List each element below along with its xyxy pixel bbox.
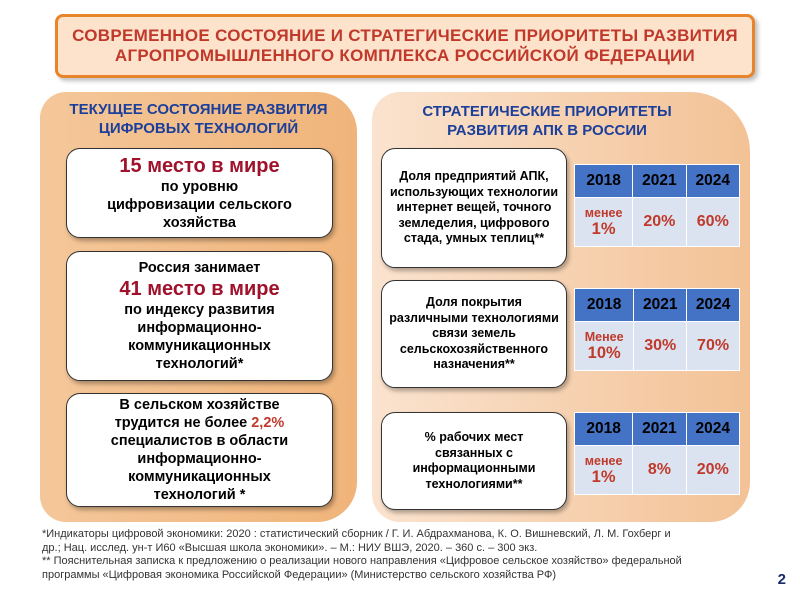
indicator-3-line-1: % рабочих мест — [424, 430, 524, 444]
indicator-3-year-2024: 2024 — [686, 413, 739, 446]
indicator-2-value-2024: 70% — [687, 322, 740, 371]
rank-41-card — [66, 251, 333, 381]
indicator-3-line-2: связанных с — [435, 445, 513, 460]
rank-15-value: 15 место в мире — [119, 155, 280, 177]
rank-41-line-0: Россия занимает — [138, 260, 261, 276]
current-state-heading-line-1: ТЕКУЩЕЕ СОСТОЯНИЕ РАЗВИТИЯ — [69, 101, 328, 118]
rank-41-line-1: по индексу развития — [124, 302, 275, 318]
slide-title-box — [55, 14, 755, 78]
indicator-3-value-2024: 20% — [686, 446, 739, 495]
indicator-2-year-2021: 2021 — [634, 289, 687, 322]
indicator-1-line-2: использующих технологии — [389, 184, 559, 199]
indicator-1-value-2018 — [575, 198, 633, 247]
rank-41-line-2: информационно- — [137, 320, 262, 336]
indicator-1-value-2018-prefix: менее — [584, 205, 623, 220]
current-state-heading — [40, 100, 357, 138]
indicator-1-value-2021: 20% — [633, 198, 686, 247]
indicator-3-value-2018 — [575, 446, 633, 495]
specialists-line-6: технологий * — [153, 487, 246, 503]
specialists-line-3: специалистов в области — [110, 433, 289, 449]
indicator-2-value-2021: 30% — [634, 322, 687, 371]
current-state-heading-line-2: ЦИФРОВЫХ ТЕХНОЛОГИЙ — [98, 120, 299, 137]
indicator-card-enterprises — [381, 148, 567, 268]
indicator-2-line-3: связи земель — [432, 326, 516, 341]
footnotes — [42, 528, 762, 582]
slide-title-line-2: АГРОПРОМЫШЛЕННОГО КОМПЛЕКСА РОССИЙСКОЙ ФЕДЕРАЦИИ — [114, 46, 696, 65]
indicator-1-year-2024: 2024 — [686, 165, 739, 198]
indicator-2-line-5: назначения** — [433, 357, 515, 372]
indicator-2-table — [574, 288, 740, 371]
specialists-line-2 — [115, 414, 285, 432]
indicator-1-line-1: Доля предприятий АПК, — [399, 169, 549, 184]
indicator-1-table — [574, 164, 740, 247]
rank-15-line-1: по уровню — [160, 179, 239, 195]
specialists-percent: 2,2% — [251, 415, 285, 431]
indicator-1-line-4: земледелия, цифрового — [398, 215, 550, 230]
priorities-heading-line-2: РАЗВИТИЯ АПК В РОССИИ — [447, 122, 647, 139]
indicator-2-year-2024: 2024 — [687, 289, 740, 322]
indicator-3-value-2018-prefix: менее — [584, 453, 623, 468]
rank-41-value: 41 место в мире — [119, 278, 280, 300]
rank-15-line-3: хозяйства — [163, 215, 236, 231]
rank-15-line-2: цифровизации сельского — [107, 197, 292, 213]
indicator-3-line-4: технологиями** — [425, 476, 523, 491]
indicator-3-line-3: информационными — [412, 461, 536, 475]
indicator-2-line-4: сельскохозяйственного — [399, 341, 549, 356]
footnote-line-4: программы «Цифровая экономика Российской Федерации» (Министерство сельского хозяйства РФ) — [42, 568, 557, 581]
specialists-line-5: коммуникационных — [128, 469, 271, 485]
indicator-3-value-2018-number: 1% — [591, 467, 616, 486]
strategic-priorities-panel — [372, 92, 750, 522]
priorities-heading — [372, 102, 722, 140]
specialists-line-4: информационно- — [137, 451, 262, 467]
page-number: 2 — [777, 571, 786, 588]
indicator-card-jobs — [381, 412, 567, 510]
indicator-3-value-2021: 8% — [633, 446, 686, 495]
indicator-1-value-2024: 60% — [686, 198, 739, 247]
indicator-3-year-2021: 2021 — [633, 413, 686, 446]
specialists-line-2-text: трудится не более — [114, 415, 252, 431]
indicator-2-line-1: Доля покрытия — [426, 295, 522, 310]
rank-41-line-3: коммуникационных — [128, 338, 271, 354]
indicator-2-value-2018 — [575, 322, 634, 371]
indicator-2-line-2: различными технологиями — [389, 310, 559, 325]
indicator-2-value-2018-number: 10% — [587, 343, 621, 362]
indicator-2-year-2018: 2018 — [575, 289, 634, 322]
indicator-1-line-5: стада, умных теплиц** — [403, 231, 545, 246]
indicator-3-table — [574, 412, 740, 495]
indicator-card-coverage — [381, 280, 567, 388]
priorities-heading-line-1: СТРАТЕГИЧЕСКИЕ ПРИОРИТЕТЫ — [422, 103, 672, 120]
footnote-line-2: др.; Нац. исслед. ун-т И60 «Высшая школа экономики». – М.: НИУ ВШЭ, 2020. – 360 с. – 300 экз. — [42, 541, 538, 554]
indicator-2-value-2018-prefix: Менее — [584, 329, 624, 344]
slide-title-line-1: СОВРЕМЕННОЕ СОСТОЯНИЕ И СТРАТЕГИЧЕСКИЕ ПРИОРИТЕТЫ РАЗВИТИЯ — [72, 26, 738, 45]
indicator-3-year-2018: 2018 — [575, 413, 633, 446]
specialists-line-1: В сельском хозяйстве — [119, 397, 280, 413]
footnote-line-1: *Индикаторы цифровой экономики: 2020 : статистический сборник / Г. И. Абдрахманова, К. О. Вишневский, Л. М. Гохберг и — [42, 528, 671, 540]
rank-15-card — [66, 148, 333, 238]
rank-41-line-4: технологий* — [155, 356, 244, 372]
indicator-1-year-2018: 2018 — [575, 165, 633, 198]
specialists-card — [66, 393, 333, 507]
footnote-line-3: ** Пояснительная записка к предложению о реализации нового направления «Цифровое сельское хозяйство» федеральной — [42, 555, 682, 567]
indicator-1-line-3: интернет вещей, точного — [396, 200, 552, 215]
indicator-1-value-2018-number: 1% — [591, 219, 616, 238]
current-state-panel — [40, 92, 357, 522]
indicator-1-year-2021: 2021 — [633, 165, 686, 198]
